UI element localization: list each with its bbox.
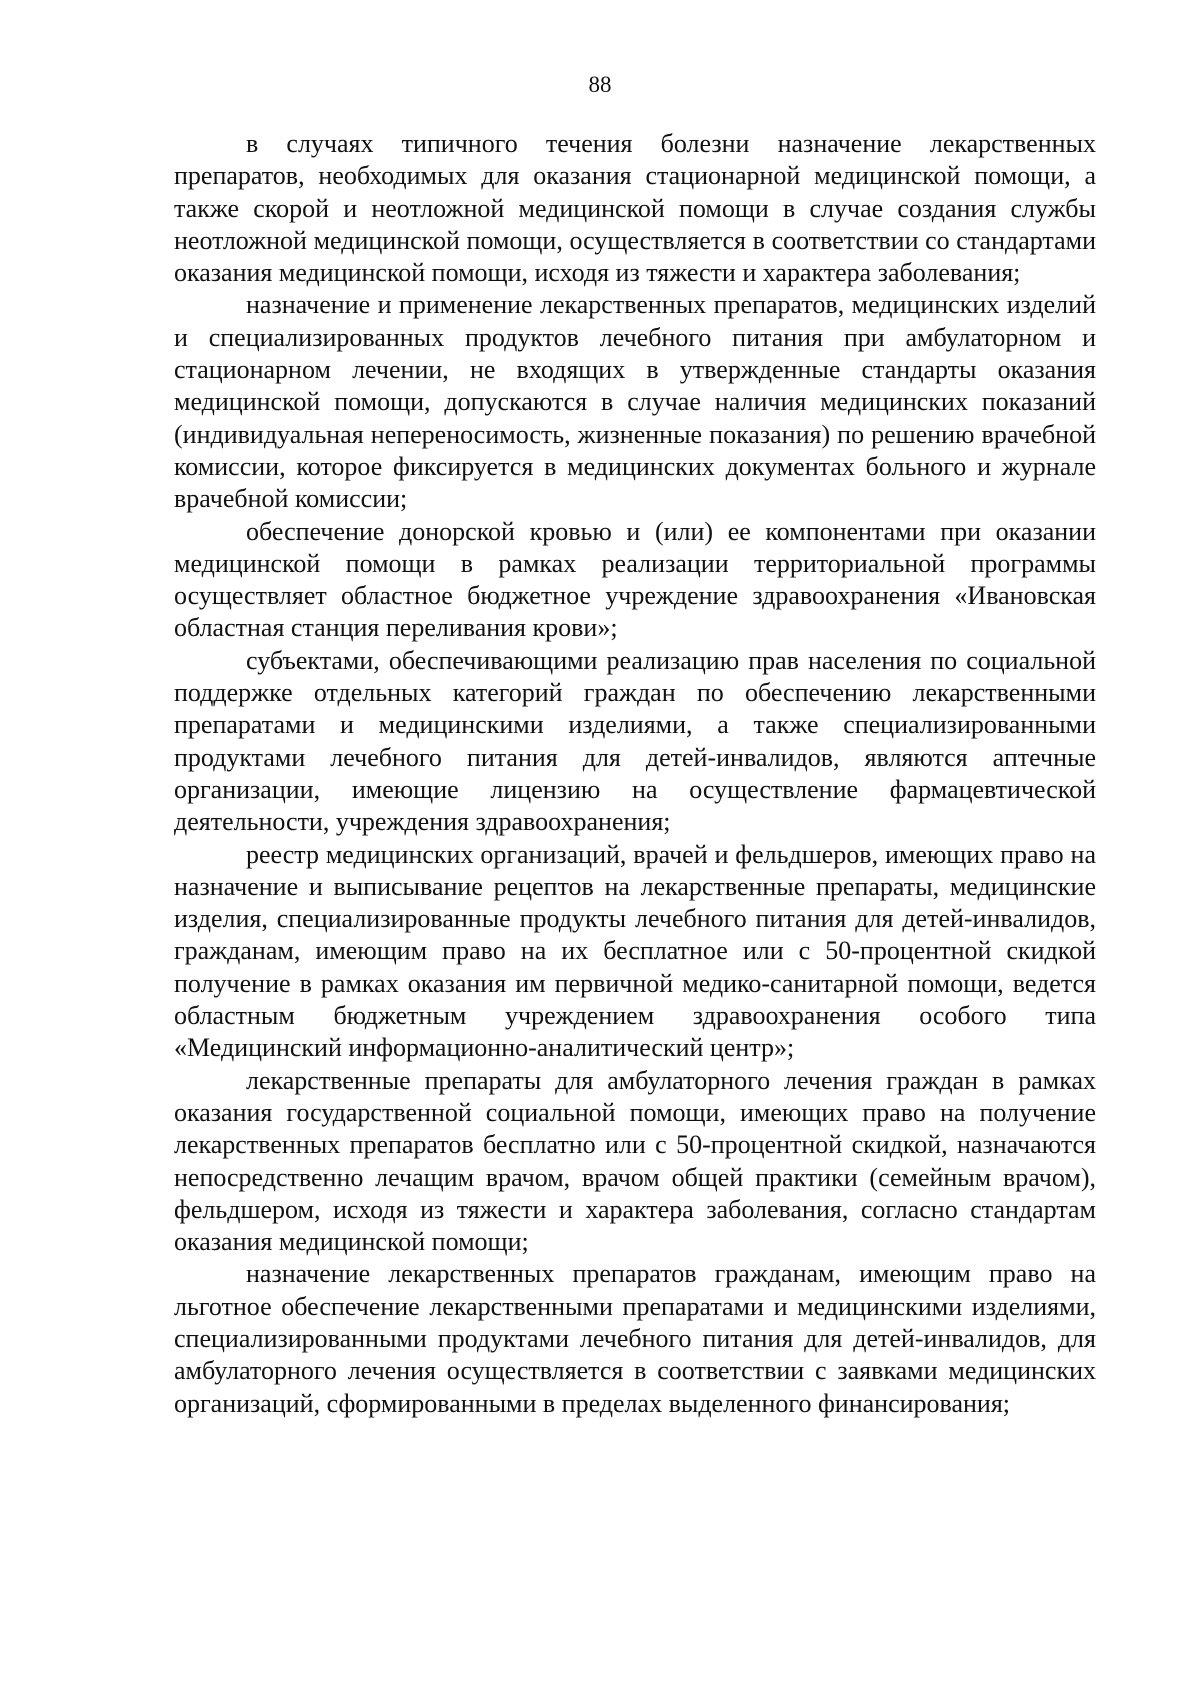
paragraph: назначение и применение лекарственных препаратов, медицинских изделий и специализированных продуктов лечебного питания при амбулаторном и стационарном лечении, не входящих в утвержденные стандарты оказания медицинской помощи, допускаются в случае наличия медицинских показаний (индивидуальная непереносимость, жизненные показания) по решению врачебной комиссии, которое фиксируется в медицинских документах больного и журнале врачебной комиссии; bbox=[174, 290, 1096, 514]
paragraph: реестр медицинских организаций, врачей и фельдшеров, имеющих право на назначение и выписывание рецептов на лекарственные препараты, медицинские изделия, специализированные продукты лечебного питания для детей-инвалидов, гражданам, имеющим право на их бесплатное или с 50-процентной скидкой получение в рамках оказания им первичной медико-санитарной помощи, ведется областным бюджетным учреждением здравоохранения особого типа «Медицинский информационно-аналитический центр»; bbox=[174, 839, 1096, 1063]
paragraph: назначение лекарственных препаратов гражданам, имеющим право на льготное обеспечение лекарственными препаратами и медицинскими изделиями, специализированными продуктами лечебного питания для детей-инвалидов, для амбулаторного лечения осуществляется в соответствии с заявками медицинских организаций, сформированными в пределах выделенного финансирования; bbox=[174, 1259, 1096, 1418]
paragraph: в случаях типичного течения болезни назначение лекарственных препаратов, необходимых для оказания стационарной медицинской помощи, а также скорой и неотложной медицинской помощи в случае создания службы неотложной медицинской помощи, осуществляется в соответствии со стандартами оказания медицинской помощи, исходя из тяжести и характера заболевания; bbox=[174, 129, 1096, 288]
paragraph: субъектами, обеспечивающими реализацию прав населения по социальной поддержке отдельных категорий граждан по обеспечению лекарственными препаратами и медицинскими изделиями, а также специализированными продуктами лечебного питания для детей-инвалидов, являются аптечные организации, имеющие лицензию на осуществление фармацевтической деятельности, учреждения здравоохранения; bbox=[174, 645, 1096, 837]
paragraph: лекарственные препараты для амбулаторного лечения граждан в рамках оказания государственной социальной помощи, имеющих право на получение лекарственных препаратов бесплатно или с 50-процентной скидкой, назначаются непосредственно лечащим врачом, врачом общей практики (семейным врачом), фельдшером, исходя из тяжести и характера заболевания, согласно стандартам оказания медицинской помощи; bbox=[174, 1065, 1096, 1257]
page-number: 88 bbox=[588, 72, 612, 97]
document-body bbox=[174, 128, 1096, 1420]
paragraph: обеспечение донорской кровью и (или) ее компонентами при оказании медицинской помощи в рамках реализации территориальной программы осуществляет областное бюджетное учреждение здравоохранения «Ивановская областная станция переливания крови»; bbox=[174, 516, 1096, 643]
